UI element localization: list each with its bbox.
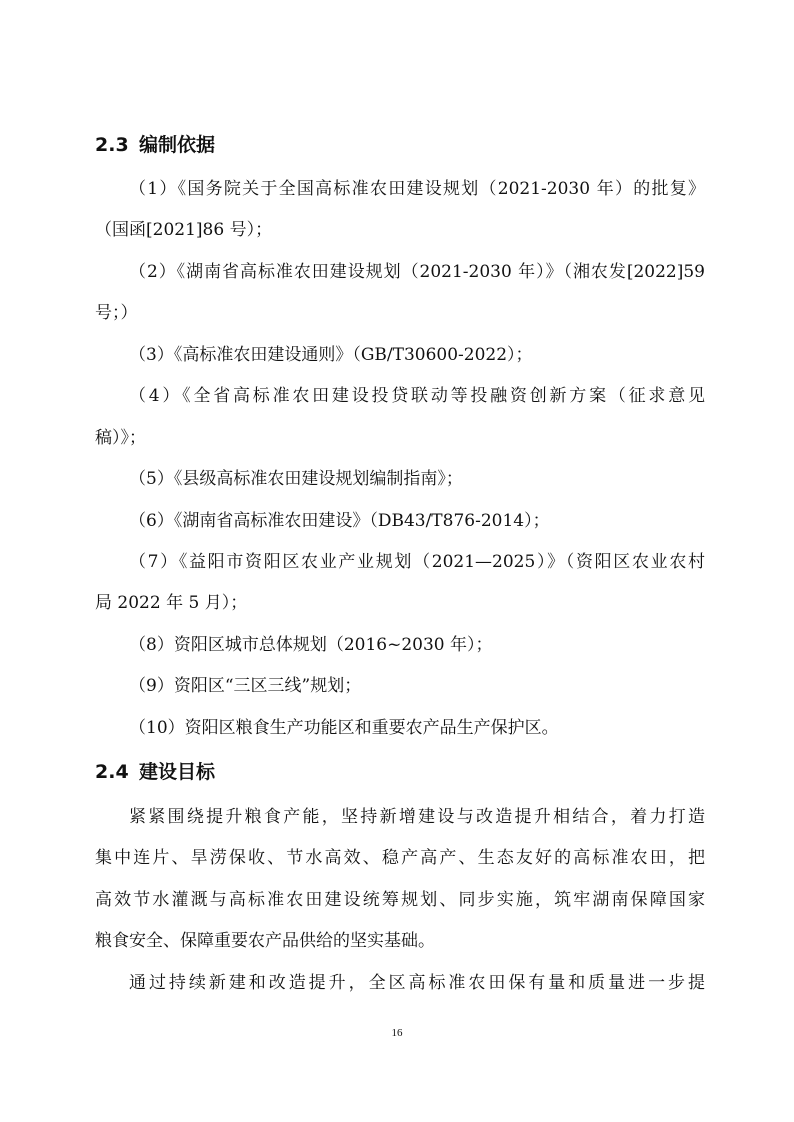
reference-item-1-line-2: （国函[2021]86 号）； bbox=[95, 220, 273, 240]
reference-item-3: （3）《高标准农田建设通则》（GB/T30600-2022）； bbox=[129, 345, 533, 365]
page-number: 16 bbox=[391, 1027, 403, 1039]
reference-item-7-line-2: 局 2022 年 5 月）； bbox=[95, 593, 248, 613]
paragraph-1-line-4: 粮食安全、保障重要农产品供给的坚实基础。 bbox=[95, 931, 435, 951]
reference-item-6: （6）《湖南省高标准农田建设》（DB43/T876-2014）； bbox=[129, 511, 550, 531]
reference-item-10: （10）资阳区粮食生产功能区和重要农产品生产保护区。 bbox=[129, 718, 559, 738]
paragraph-2-line-1: 通过持续新建和改造提升，全区高标准农田保有量和质量进一步提 bbox=[129, 973, 705, 993]
section-number: 2.3 bbox=[95, 134, 129, 156]
reference-item-8: （8）资阳区城市总体规划（2016~2030 年）； bbox=[129, 635, 493, 655]
section-heading-2-3 bbox=[95, 133, 215, 157]
reference-item-4-line-1: （4）《全省高标准农田建设投贷联动等投融资创新方案（征求意见 bbox=[129, 386, 705, 406]
reference-item-1-line-1: （1）《国务院关于全国高标准农田建设规划（2021-2030 年）的批复》 bbox=[129, 179, 705, 199]
paragraph-1-line-3: 高效节水灌溉与高标准农田建设统筹规划、同步实施，筑牢湖南保障国家 bbox=[95, 890, 705, 910]
section-title: 编制依据 bbox=[139, 134, 216, 156]
paragraph-1-line-1: 紧紧围绕提升粮食产能，坚持新增建设与改造提升相结合，着力打造 bbox=[129, 807, 705, 827]
reference-item-7-line-1: （7）《益阳市资阳区农业产业规划（2021—2025）》（资阳区农业农村 bbox=[129, 552, 705, 572]
reference-item-5: （5）《县级高标准农田建设规划编制指南》； bbox=[129, 469, 463, 489]
section-number: 2.4 bbox=[95, 761, 129, 783]
reference-item-4-line-2: 稿）》； bbox=[95, 428, 146, 448]
reference-item-2-line-1: （2）《湖南省高标准农田建设规划（2021-2030 年）》（湘农发[2022]59 bbox=[129, 262, 705, 282]
section-heading-2-4 bbox=[95, 760, 215, 784]
reference-item-9: （9）资阳区“三区三线”规划； bbox=[129, 676, 362, 696]
paragraph-1-line-2: 集中连片、旱涝保收、节水高效、稳产高产、生态友好的高标准农田，把 bbox=[95, 848, 705, 868]
section-title: 建设目标 bbox=[139, 761, 216, 783]
reference-item-2-line-2: 号；） bbox=[95, 303, 138, 323]
